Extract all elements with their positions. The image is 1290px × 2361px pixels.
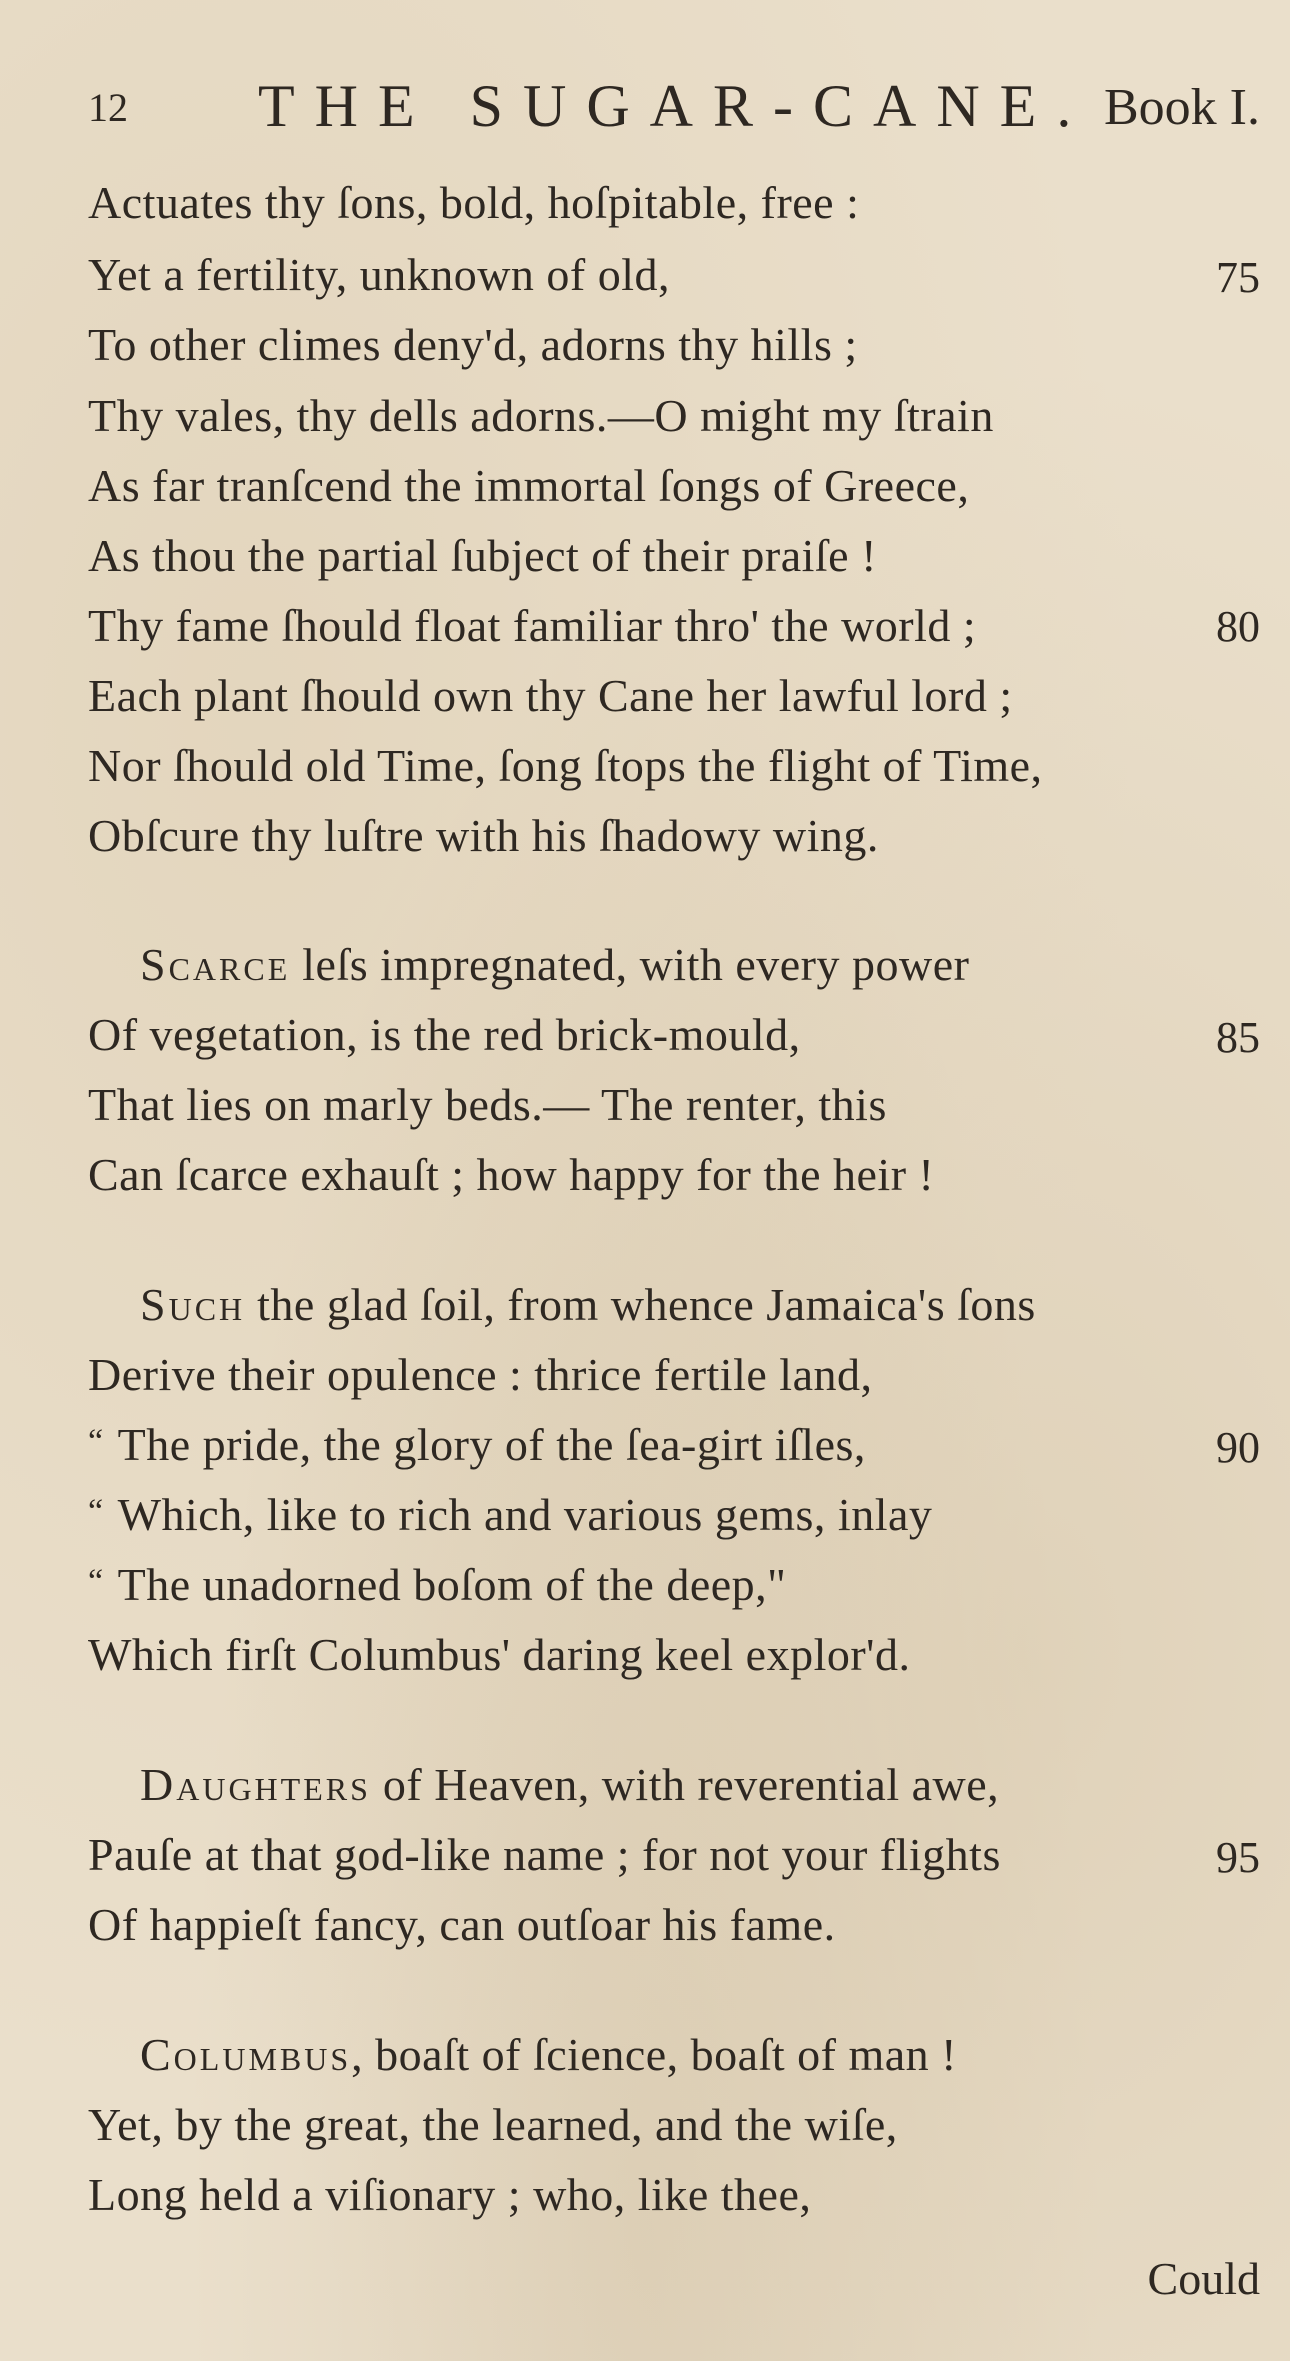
poem-line: Long held a viſionary ; who, like thee, <box>88 2169 812 2220</box>
stanza-initial-word: Daughters <box>140 1759 371 1810</box>
stanza-first-line <box>140 1759 1000 1810</box>
stanza-first-line <box>140 939 970 990</box>
poem-line: Thy fame ſhould float familiar thro' the world ; <box>88 600 977 651</box>
poem-line: As far tranſcend the immortal ſongs of Greece, <box>88 460 970 511</box>
quoted-line-text: The unadorned boſom of the deep," <box>117 1559 787 1610</box>
quote-mark: “ <box>88 1423 104 1460</box>
quoted-line-text: The pride, the glory of the ſea-girt iſles, <box>117 1419 866 1470</box>
poem-line: Yet a fertility, unknown of old, <box>88 249 671 300</box>
poem-line: Thy vales, thy dells adorns.—O might my ſtrain <box>88 390 994 441</box>
line-number: 80 <box>1216 602 1260 651</box>
poem-line: Nor ſhould old Time, ſong ſtops the flight of Time, <box>88 740 1043 791</box>
stanza-initial-word: Scarce <box>140 939 291 990</box>
poem-line: Of vegetation, is the red brick-mould, <box>88 1009 801 1060</box>
stanza-initial-word: Columbus <box>140 2029 352 2080</box>
quoted-line <box>88 1559 787 1610</box>
stanza-first-line-rest: the glad ſoil, from whence Jamaica's ſons <box>245 1279 1036 1330</box>
line-number: 90 <box>1216 1423 1260 1472</box>
quoted-line-text: Which, like to rich and various gems, inlay <box>117 1489 933 1540</box>
line-number: 85 <box>1216 1013 1260 1062</box>
poem-line: Which firſt Columbus' daring keel explor'd. <box>88 1629 911 1680</box>
quoted-line <box>88 1419 866 1470</box>
stanza-initial-word: Such <box>140 1279 246 1330</box>
page-number: 12 <box>88 85 128 130</box>
catchword: Could <box>1147 2253 1260 2304</box>
stanza-first-line-rest: , boaſt of ſcience, boaſt of man ! <box>351 2029 957 2080</box>
stanza-first-line-rest: leſs impregnated, with every power <box>290 939 970 990</box>
poem-line: Derive their opulence : thrice fertile land, <box>88 1349 873 1400</box>
line-number: 95 <box>1216 1833 1260 1882</box>
poem-line: Yet, by the great, the learned, and the wiſe, <box>88 2099 898 2150</box>
poem-line: Pauſe at that god-like name ; for not your flights <box>88 1829 1001 1880</box>
poem-line: As thou the partial ſubject of their praiſe ! <box>88 530 877 581</box>
stanza-first-line <box>140 1279 1036 1330</box>
poem-line: To other climes deny'd, adorns thy hills ; <box>88 319 858 370</box>
quote-mark: “ <box>88 1493 104 1530</box>
quoted-line <box>88 1489 933 1540</box>
poem-line: Obſcure thy luſtre with his ſhadowy wing. <box>88 810 879 861</box>
quote-mark: “ <box>88 1563 104 1600</box>
book-label: Book I. <box>1104 79 1260 136</box>
running-header <box>88 72 1260 152</box>
poem-line: Can ſcarce exhauſt ; how happy for the heir ! <box>88 1149 935 1200</box>
line-number: 75 <box>1216 253 1260 302</box>
poem-line: Actuates thy ſons, bold, hoſpitable, free : <box>88 177 860 228</box>
poem-line: That lies on marly beds.— The renter, this <box>88 1079 887 1130</box>
poem-line: Of happieſt fancy, can outſoar his fame. <box>88 1899 836 1950</box>
stanza-first-line-rest: of Heaven, with reverential awe, <box>370 1759 1000 1810</box>
running-title: THE SUGAR-CANE. <box>258 73 1092 139</box>
poem-line: Each plant ſhould own thy Cane her lawful lord ; <box>88 670 1013 721</box>
stanza-first-line <box>140 2029 957 2080</box>
